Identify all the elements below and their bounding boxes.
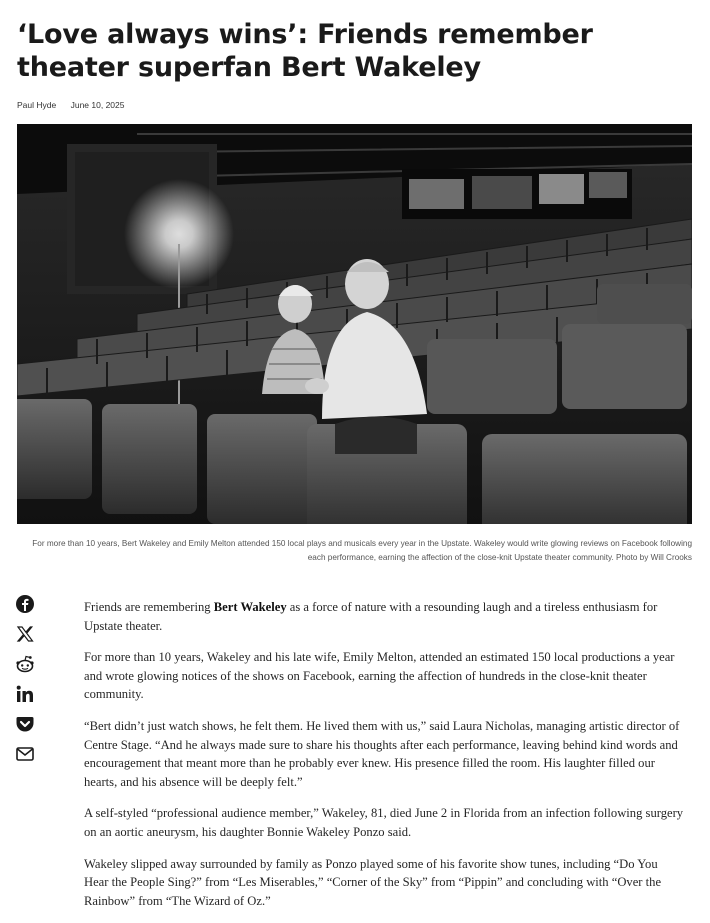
- paragraph: Wakeley slipped away surrounded by family as Ponzo played some of his favorite show tunes, including “Do You Hear the People Sing?” from “Les Miserables,” “Corner of the Sky” from “Pippin” and concluding with “Over the Rainbow” from “The Wizard of Oz.”: [84, 856, 662, 908]
- paragraph: “Bert didn’t just watch shows, he felt them. He lived them with us,” said Laura Nicholas, managing artistic director of Centre Stage. “And he always made sure to share his thoughts after each performance, leaving behind kind words and encouragement that meant more than he probably ever knew. His presence filled the room. His laughter filled our hearts, and his absence will be deeply felt.”: [84, 718, 680, 789]
- paragraph: A self-styled “professional audience member,” Wakeley, 81, died June 2 in Florida from an infection following surgery on an aortic aneurysm, his daughter Bonnie Wakeley Ponzo said.: [84, 806, 684, 839]
- x-icon: [15, 624, 35, 644]
- publish-date: June 10, 2025: [70, 100, 125, 110]
- subject-name[interactable]: Bert Wakeley: [213, 600, 287, 614]
- paragraph: For more than 10 years, Wakeley and his late wife, Emily Melton, attended an estimated 150 local productions a year and wrote glowing notices of the shows on Facebook, earning the affection of hundreds in the close-knit theater community.: [84, 650, 675, 702]
- author-name[interactable]: Paul Hyde: [17, 100, 57, 110]
- reddit-share-button[interactable]: [15, 654, 37, 676]
- pocket-share-button[interactable]: [15, 714, 37, 736]
- article-photo: [17, 124, 692, 524]
- facebook-icon: [15, 594, 35, 614]
- x-share-button[interactable]: [15, 624, 37, 646]
- article-headline: ‘Love always wins’: Friends remember theater superfan Bert Wakeley: [17, 19, 593, 83]
- photo-caption: For more than 10 years, Bert Wakeley and Emily Melton attended 150 local plays and musicals every year in the Upstate. Wakeley would write glowing reviews on Facebook following each performance, earning the affection of the close-knit Upstate theater community. Photo by Will Crooks: [32, 539, 692, 562]
- reddit-icon: [15, 654, 35, 674]
- byline: [17, 100, 124, 110]
- linkedin-icon: [15, 684, 35, 704]
- facebook-share-button[interactable]: [15, 594, 37, 616]
- lead-paragraph: [84, 598, 684, 635]
- pocket-icon: [15, 714, 35, 734]
- share-bar: [15, 594, 39, 774]
- email-share-button[interactable]: [15, 744, 37, 766]
- linkedin-share-button[interactable]: [15, 684, 37, 706]
- lead-text-start: Friends are remembering: [84, 600, 214, 614]
- email-icon: [15, 744, 35, 764]
- article-body: [84, 598, 684, 923]
- lead-text-end: as a force of nature with a resounding laugh and a tireless enthusiasm for Upstate theater.: [84, 600, 658, 633]
